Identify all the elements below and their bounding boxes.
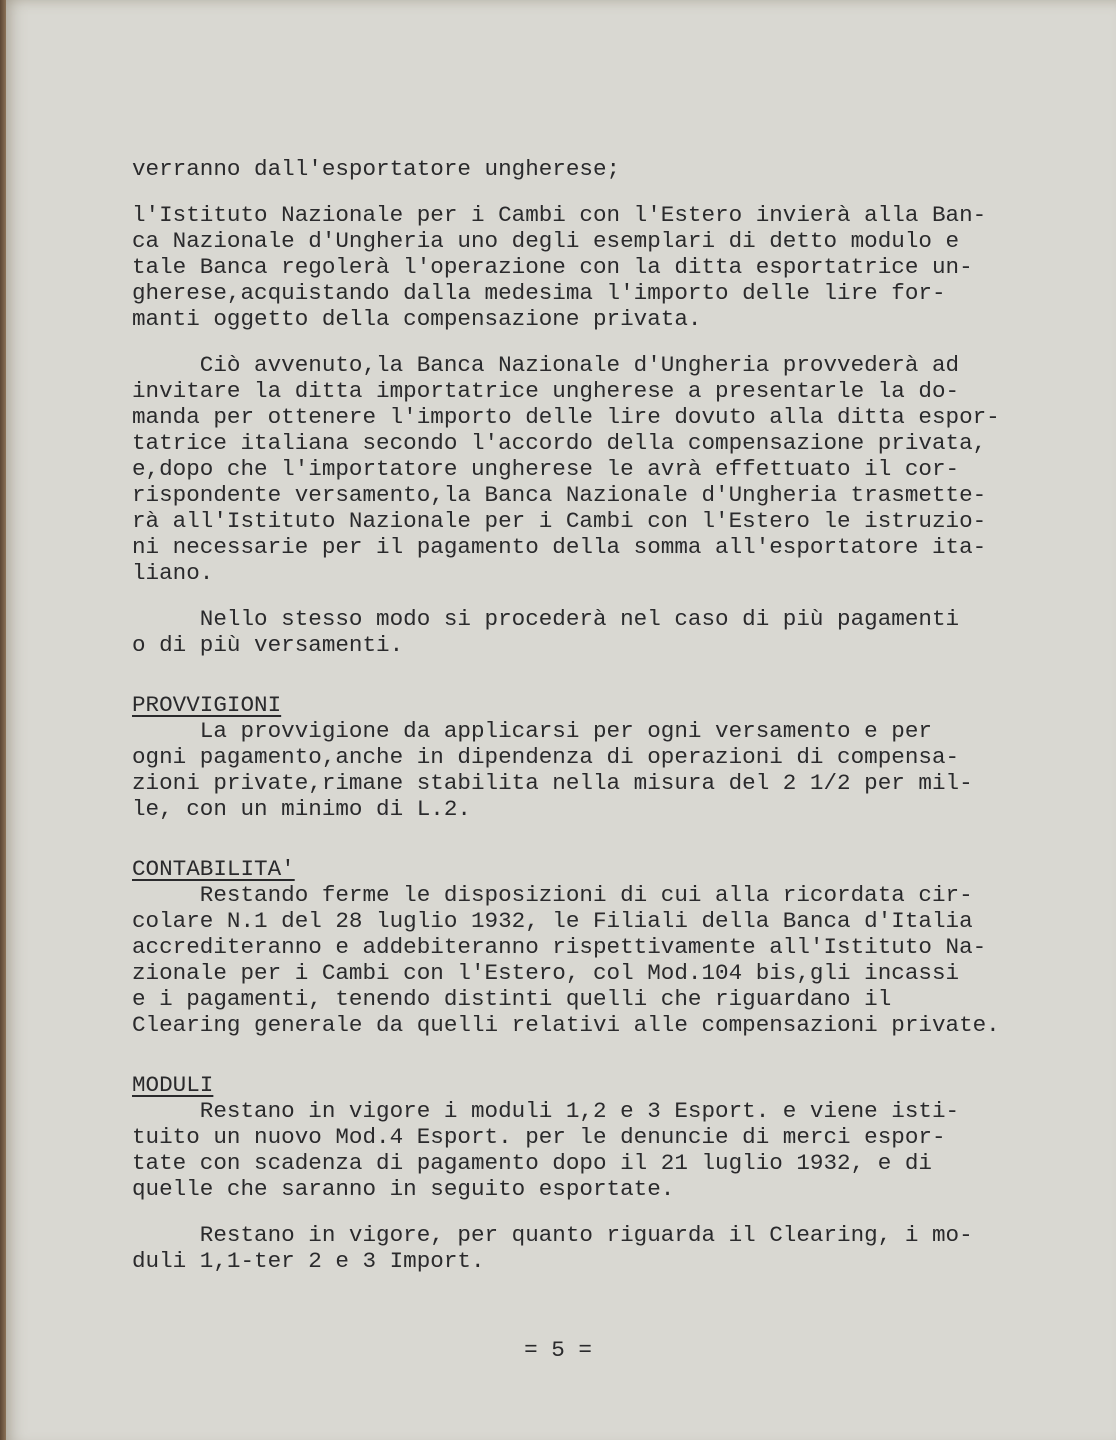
section-moduli [132,1072,1012,1274]
text-line: ogni pagamento,anche in dipendenza di operazioni di compensa- [132,744,960,770]
text-line: rà all'Istituto Nazionale per i Cambi con l'Estero le istruzio- [132,508,987,534]
text-line: accrediteranno e addebiteranno rispettivamente all'Istituto Na- [132,934,987,960]
section-heading: CONTABILITA' [132,856,295,882]
text-line: Ciò avvenuto,la Banca Nazionale d'Ungheria provvederà ad [132,352,960,378]
paragraph-istituto [132,202,1012,332]
text-line: rispondente versamento,la Banca Nazionale d'Ungheria trasmette- [132,482,987,508]
text-line: l'Istituto Nazionale per i Cambi con l'Estero invierà alla Ban- [132,202,987,228]
text-line: gherese,acquistando dalla medesima l'importo delle lire for- [132,280,946,306]
text-line: ni necessarie per il pagamento della somma all'esportatore ita- [132,534,987,560]
text-line: verranno dall'esportatore ungherese; [132,156,621,182]
text-line: La provvigione da applicarsi per ogni versamento e per [132,718,932,744]
text-line: tuito un nuovo Mod.4 Esport. per le denuncie di merci espor- [132,1124,946,1150]
text-line: le, con un minimo di L.2. [132,796,471,822]
text-line: Restando ferme le disposizioni di cui alla ricordata cir- [132,882,973,908]
paragraph-cio-avvenuto [132,352,1012,586]
text-line: ca Nazionale d'Ungheria uno degli esemplari di detto modulo e [132,228,960,254]
section-heading: PROVVIGIONI [132,692,282,718]
text-line: e,dopo che l'importatore ungherese le avrà effettuato il cor- [132,456,960,482]
section-heading: MODULI [132,1072,214,1098]
document-body [132,156,1012,1274]
text-line: tate con scadenza di pagamento dopo il 21 luglio 1932, e di [132,1150,932,1176]
text-line: Clearing generale da quelli relativi alle compensazioni private. [132,1012,1000,1038]
text-line: o di più versamenti. [132,632,404,658]
text-line: e i pagamenti, tenendo distinti quelli che riguardano il [132,986,892,1012]
section-contabilita [132,856,1012,1038]
paragraph-nello-stesso-modo [132,606,1012,658]
text-line: zionale per i Cambi con l'Estero, col Mod.104 bis,gli incassi [132,960,960,986]
text-line: zioni private,rimane stabilita nella misura del 2 1/2 per mil- [132,770,973,796]
text-line: Restano in vigore, per quanto riguarda il Clearing, i mo- [132,1222,973,1248]
paragraph-continuation [132,156,1012,182]
text-line: Restano in vigore i moduli 1,2 e 3 Esport. e viene isti- [132,1098,960,1124]
text-line: tale Banca regolerà l'operazione con la ditta esportatrice un- [132,254,973,280]
section-provvigioni [132,692,1012,822]
text-line: manda per ottenere l'importo delle lire dovuto alla ditta espor- [132,404,1000,430]
text-line: liano. [132,560,214,586]
text-line: duli 1,1-ter 2 e 3 Import. [132,1248,485,1274]
text-line: tatrice italiana secondo l'accordo della compensazione privata, [132,430,987,456]
text-line: colare N.1 del 28 luglio 1932, le Filiali della Banca d'Italia [132,908,973,934]
text-line: manti oggetto della compensazione privata. [132,306,702,332]
text-line: Nello stesso modo si procederà nel caso di più pagamenti [132,606,960,632]
page-number: = 5 = [524,1337,592,1363]
text-line: quelle che saranno in seguito esportate. [132,1176,675,1202]
text-line: invitare la ditta importatrice ungherese a presentarle la do- [132,378,960,404]
